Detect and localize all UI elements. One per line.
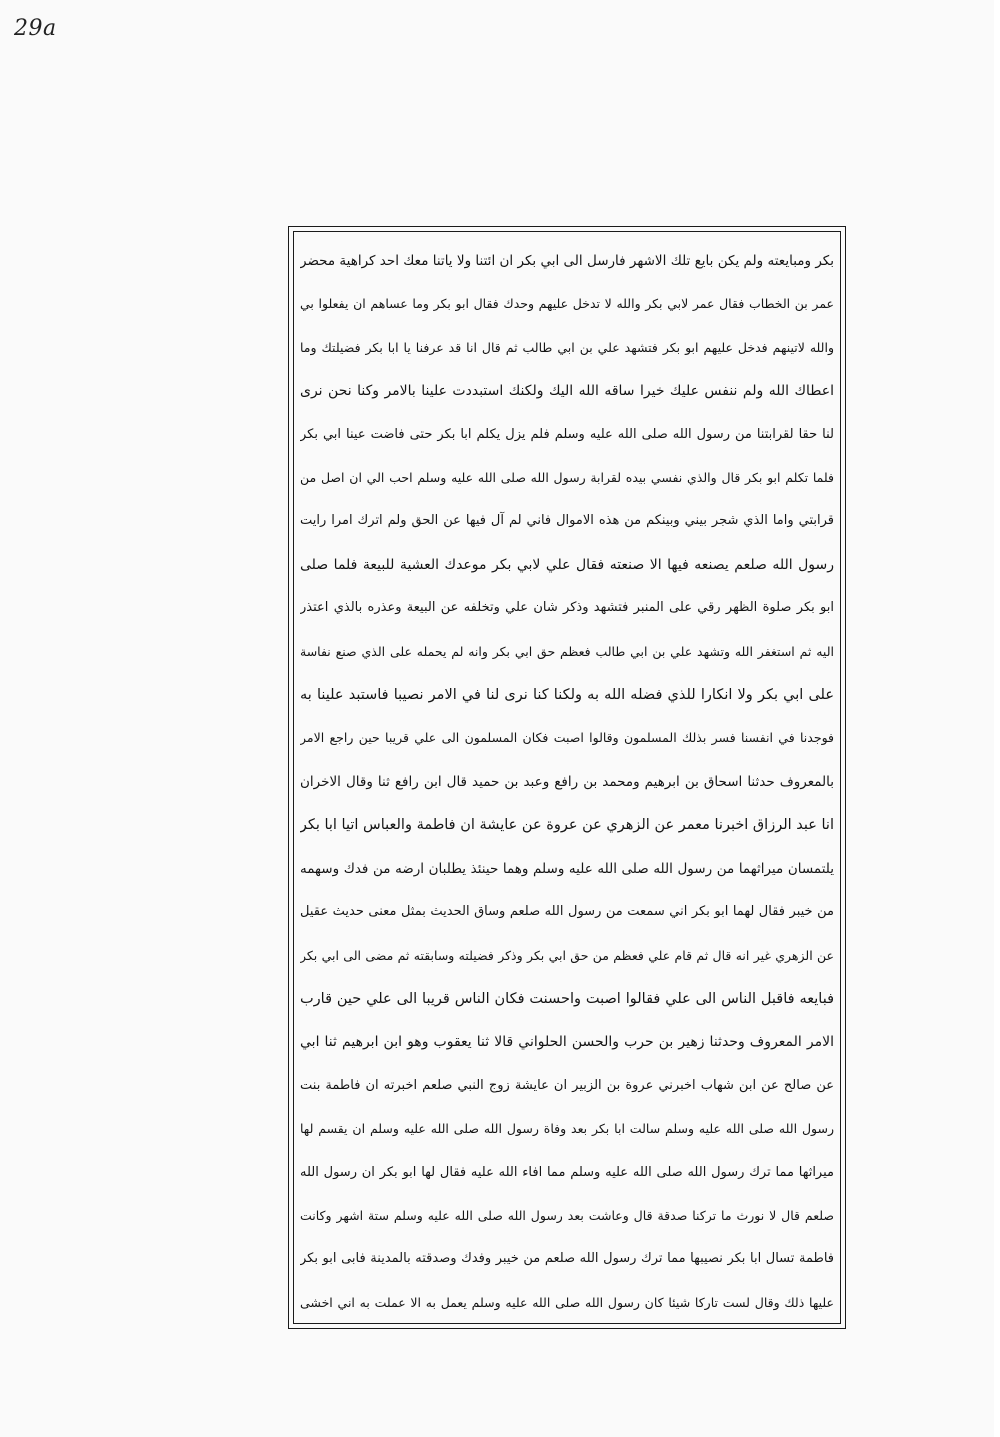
manuscript-line: عن الزهري غير انه قال ثم قام علي فعظم من حق ابي بكر وذكر فضيلته وسابقته ثم مضى الى ابي بكر	[300, 947, 834, 963]
manuscript-line: ابو بكر صلوة الظهر رقي على المنبر فتشهد وذكر شان علي وتخلفه عن البيعة وعذره بالذي اعتذر	[300, 600, 834, 616]
manuscript-line: عليها ذلك وقال لست تاركا شيئا كان رسول الله صلى الله عليه وسلم يعمل به الا عملت به اني اخشى	[300, 1294, 834, 1310]
manuscript-line: اليه ثم استغفر الله وتشهد علي بن ابي طالب فعظم حق ابي بكر وانه لم يحمله على الذي صنع نفاسة	[300, 643, 834, 659]
manuscript-line: اعطاك الله ولم ننفس عليك خيرا ساقه الله اليك ولكنك استبددت علينا بالامر وكنا نحن نرى	[300, 383, 834, 400]
manuscript-line: رسول الله صلى الله عليه وسلم سالت ابا بكر بعد وفاة رسول الله صلى الله عليه وسلم ان يقسم لها	[300, 1121, 834, 1137]
manuscript-line: فبايعه فاقبل الناس الى علي فقالوا اصبت واحسنت فكان الناس قريبا الى علي حين قارب	[300, 990, 834, 1007]
manuscript-line: يلتمسان ميراثهما من رسول الله صلى الله عليه وسلم وهما حينئذ يطلبان ارضه من فدك وسهمه	[300, 860, 834, 877]
folio-number: 29a	[14, 16, 57, 41]
manuscript-text-block	[300, 244, 834, 1320]
manuscript-line: على ابي بكر ولا انكارا للذي فضله الله به ولكنا كنا نرى لنا في الامر نصيبا فاستبد علينا به	[300, 687, 834, 704]
manuscript-line: والله لاتينهم فدخل عليهم ابو بكر فتشهد علي بن ابي طالب ثم قال انا قد عرفنا يا ابا بكر فضيلتك وما	[300, 339, 834, 355]
manuscript-line: الامر المعروف وحدثنا زهير بن حرب والحسن الحلواني قالا ثنا يعقوب وهو ابن ابرهيم ثنا ابي	[300, 1034, 834, 1051]
manuscript-line: بالمعروف حدثنا اسحاق بن ابرهيم ومحمد بن رافع وعبد بن حميد قال ابن رافع ثنا وقال الاخران	[300, 773, 834, 790]
manuscript-line: عمر بن الخطاب فقال عمر لابي بكر والله لا تدخل عليهم وحدك فقال ابو بكر وما عساهم ان يفعلوا بي	[300, 296, 834, 312]
page-edge	[994, 0, 1000, 1437]
manuscript-line: انا عبد الرزاق اخبرنا معمر عن الزهري عن عروة عن عايشة ان فاطمة والعباس اتيا ابا بكر	[300, 817, 834, 834]
manuscript-line: رسول الله صلعم يصنعه فيها الا صنعته فقال علي لابي بكر موعدك العشية للبيعة فلما صلى	[300, 556, 834, 573]
manuscript-line: فوجدنا في انفسنا فسر بذلك المسلمون وقالوا اصبت فكان المسلمون الى علي قريبا حين راجع الامر	[300, 730, 834, 746]
manuscript-line: فاطمة تسال ابا بكر نصيبها مما ترك رسول الله صلعم من خيبر وفدك وصدقته بالمدينة فابى ابو بكر	[300, 1251, 834, 1267]
manuscript-line: فلما تكلم ابو بكر قال والذي نفسي بيده لقرابة رسول الله صلى الله عليه وسلم احب الي ان اصل من	[300, 470, 834, 486]
manuscript-line: لنا حقا لقرابتنا من رسول الله صلى الله عليه وسلم فلم يزل يكلم ابا بكر حتى فاضت عينا ابي بكر	[300, 426, 834, 442]
manuscript-line: ميراثها مما ترك رسول الله صلى الله عليه وسلم مما افاء الله عليه فقال لها ابو بكر ان رسول الله	[300, 1164, 834, 1180]
manuscript-line: قرابتي واما الذي شجر بيني وبينكم من هذه الاموال فاني لم آل فيها عن الحق ولم اترك امرا رايت	[300, 513, 834, 529]
manuscript-line: صلعم قال لا نورث ما تركنا صدقة قال وعاشت بعد رسول الله صلى الله عليه وسلم ستة اشهر وكانت	[300, 1207, 834, 1223]
manuscript-line: بكر ومبايعته ولم يكن بايع تلك الاشهر فارسل الى ابي بكر ان ائتنا ولا ياتنا معك احد كراهية محضر	[300, 253, 834, 269]
manuscript-line: من خيبر فقال لهما ابو بكر اني سمعت من رسول الله صلعم وساق الحديث بمثل معنى حديث عقيل	[300, 904, 834, 920]
manuscript-line: عن صالح عن ابن شهاب اخبرني عروة بن الزبير ان عايشة زوج النبي صلعم اخبرته ان فاطمة بنت	[300, 1077, 834, 1093]
